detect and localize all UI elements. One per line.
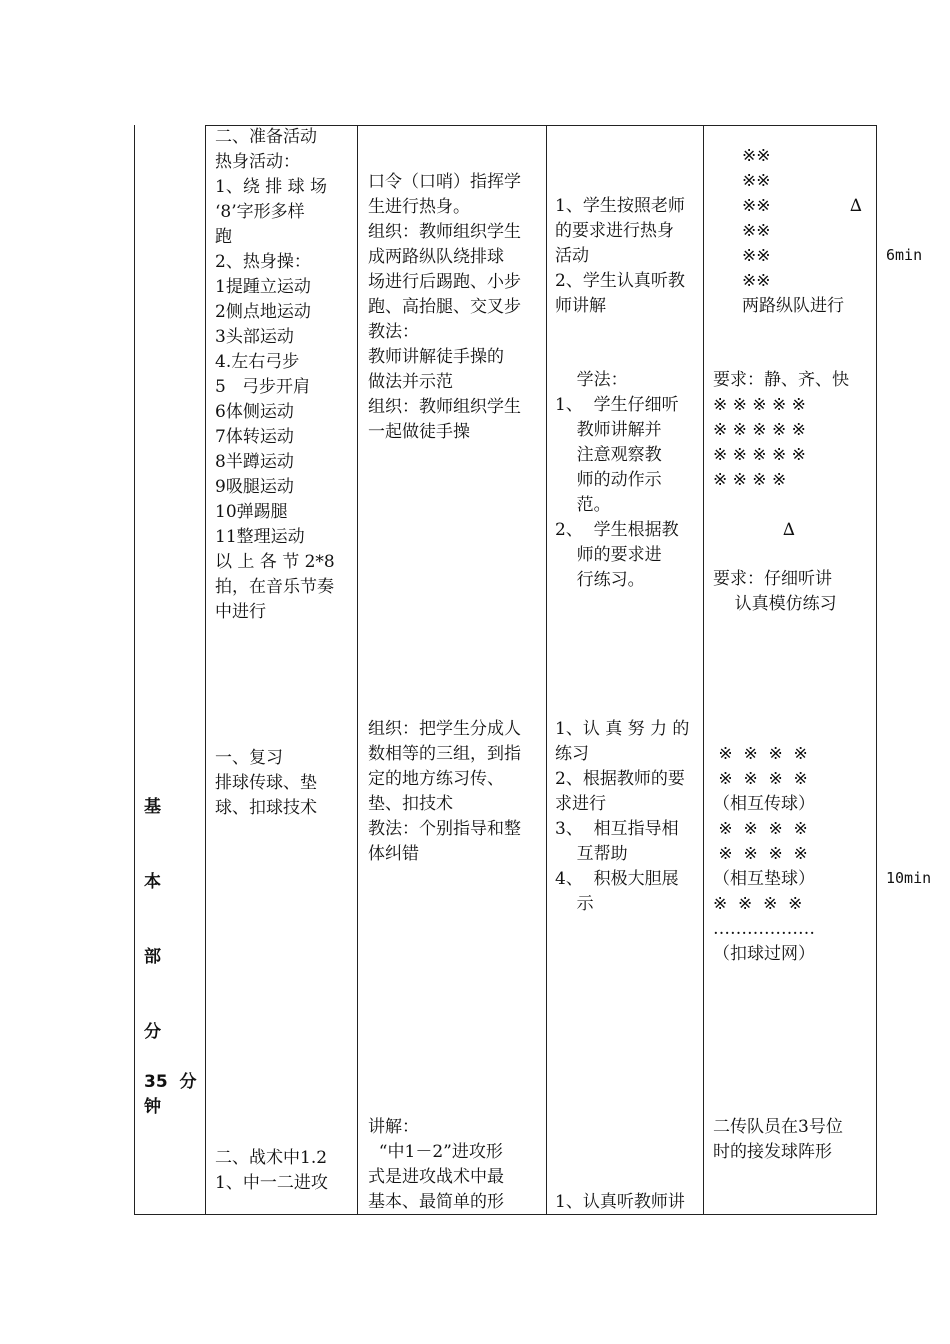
tactics-content: 二、战术中1.2 1、中一二进攻 <box>215 1148 328 1193</box>
review-time: 10min <box>886 869 932 887</box>
warmup-formation-columns: ※※ ※※ ※※ ※※ ※※ ※※ 两路纵队进行 <box>742 146 844 316</box>
warmup-content: 二、准备活动 热身活动： 1、绕 排 球 场 ‘8’字形多样 跑 2、热身操： 1提踵立运动 2侧点地运动 3头部运动 4.左右弓步 5 弓步开肩 6体侧运动 7体转运动 8半蹲运动 9吸腿运动 10弹踢腿 11整理运动 以 上 各 节 2*8 拍，在音乐节奏 中进行 <box>215 127 335 622</box>
review-teacher-activity: 组织：把学生分成人 数相等的三组，到指 定的地方练习传、 垫、扣技术 教法：个别指导和整 体纠错 <box>368 719 521 864</box>
table-divider-1 <box>205 125 206 1215</box>
warmup-teacher-activity: 口令（口哨）指挥学 生进行热身。 组织：教师组织学生 成两路纵队绕排球 场进行后踢跑、小步 跑、高抬腿、交叉步 教法： 教师讲解徒手操的 做法并示范 组织：教师组织学生 一起做徒手操 <box>368 172 521 442</box>
tactics-teacher-activity: 讲解： “中1－2”进攻形 式是进攻战术中最 基本、最简单的形 <box>368 1117 504 1212</box>
tactics-student-activity: 1、认真听教师讲 <box>555 1192 685 1212</box>
table-bottom-border <box>134 1214 877 1215</box>
warmup-requirement: 要求：仔细听讲 认真模仿练习 <box>713 569 837 614</box>
review-formation: ※ ※ ※ ※ ※ ※ ※ ※ （相互传球） ※ ※ ※ ※ ※ ※ ※ ※ （相互垫球） ※ ※ ※ ※ ……………… （扣球过网） <box>713 744 815 964</box>
table-border-left <box>134 125 135 1215</box>
warmup-time: 6min <box>886 246 923 264</box>
section-char-2: 本 <box>144 872 161 892</box>
table-divider-3 <box>546 125 547 1215</box>
section-char-3: 部 <box>144 947 161 967</box>
warmup-student-method: 学法： 1、 学生仔细听 教师讲解并 注意观察教 师的动作示 范。 2、 学生根据教 师的要求进 行练习。 <box>555 370 679 590</box>
table-divider-2 <box>357 125 358 1215</box>
review-student-activity: 1、认 真 努 力 的 练习 2、根据教师的要 求进行 3、 相互指导相 互帮助 4、 积极大胆展 示 <box>555 719 690 914</box>
section-duration: 35 分 <box>144 1072 197 1092</box>
teacher-position-triangle-bottom: ∆ <box>783 520 795 540</box>
table-divider-4 <box>703 125 704 1215</box>
table-divider-5 <box>876 125 877 1215</box>
warmup-student-activity: 1、学生按照老师 的要求进行热身 活动 2、学生认真听教 师讲解 <box>555 196 685 316</box>
section-char-4: 分 <box>144 1022 161 1042</box>
section-char-1: 基 <box>144 797 161 817</box>
tactics-formation-note: 二传队员在3号位 时的接发球阵形 <box>713 1117 843 1162</box>
teacher-position-triangle-top: ∆ <box>850 196 862 216</box>
section-duration-tail: 钟 <box>144 1097 161 1117</box>
review-content: 一、复习 排球传球、垫 球、扣球技术 <box>215 748 317 818</box>
warmup-formation-grid: 要求：静、齐、快 ※ ※ ※ ※ ※ ※ ※ ※ ※ ※ ※ ※ ※ ※ ※ ※ ※ ※ ※ <box>713 370 849 490</box>
